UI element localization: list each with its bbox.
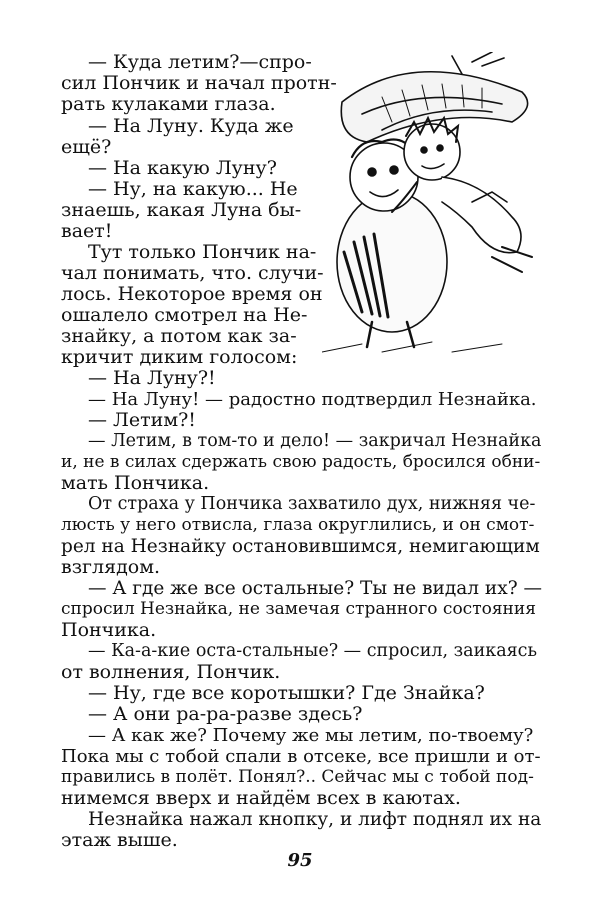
text-line: — Летим, в том-то и дело! — закричал Незнайка: [88, 431, 542, 451]
text-line: спросил Незнайка, не замечая странного состояния: [61, 599, 536, 619]
text-line: — Ну, на какую... Не: [88, 178, 298, 200]
text-line: ещё?: [61, 136, 112, 158]
text-line: взглядом.: [61, 556, 161, 578]
text-line: люсть у него отвисла, глаза округлились, и он смот-: [61, 515, 535, 535]
text-line: кричит диким голосом:: [61, 346, 298, 368]
text-line: — На какую Луну?: [88, 157, 277, 179]
text-line: — А как же? Почему же мы летим, по-твоему?: [88, 725, 534, 746]
text-line: сил Пончик и начал протн-: [61, 72, 337, 94]
text-line: рел на Незнайку остановившимся, немигающим: [61, 536, 540, 557]
text-line: знайку, а потом как за-: [61, 325, 297, 347]
text-line: — На Луну. Куда же: [88, 115, 294, 137]
text-line: Незнайка нажал кнопку, и лифт поднял их на: [88, 809, 542, 830]
text-line: нимемся вверх и найдём всех в каютах.: [61, 787, 461, 809]
text-line: — А где же все остальные? Ты не видал их? —: [88, 578, 542, 599]
text-line: — Ка-а-кие оста-стальные? — спросил, заикаясь: [88, 641, 537, 661]
text-line: — Ну, где все коротышки? Где Знайка?: [88, 682, 485, 704]
text-line: лось. Некоторое время он: [61, 283, 323, 305]
page-number: 95: [287, 850, 313, 871]
text-line: — А они ра-ра-разве здесь?: [88, 703, 363, 725]
text-line: правились в полёт. Понял?.. Сейчас мы с тобой под-: [61, 767, 534, 787]
text-line: ошалело смотрел на Не-: [61, 304, 308, 326]
text-line: этаж выше.: [61, 829, 178, 851]
text-line: От страха у Пончика захватило дух, нижняя че-: [88, 494, 536, 514]
text-line: вает!: [61, 220, 113, 242]
text-line: мать Пончика.: [61, 472, 210, 494]
text-line: чал понимать, что. случи-: [61, 262, 324, 284]
text-line: Пончика.: [61, 619, 157, 641]
text-line: — На Луну?!: [88, 367, 216, 389]
characters-illustration: [322, 52, 544, 356]
text-line: от волнения, Пончик.: [61, 661, 281, 683]
text-line: рать кулаками глаза.: [61, 93, 276, 115]
text-line: — Летим?!: [88, 409, 196, 431]
text-line: Пока мы с тобой спали в отсеке, все пришли и от-: [61, 746, 541, 767]
text-line: и, не в силах сдержать свою радость, бросился обни-: [61, 452, 541, 472]
text-line: Тут только Пончик на-: [88, 241, 317, 263]
text-line: знаешь, какая Луна бы-: [61, 199, 302, 221]
text-line: — На Луну! — радостно подтвердил Незнайка.: [88, 389, 537, 410]
text-line: — Куда летим?—спро-: [88, 51, 312, 73]
